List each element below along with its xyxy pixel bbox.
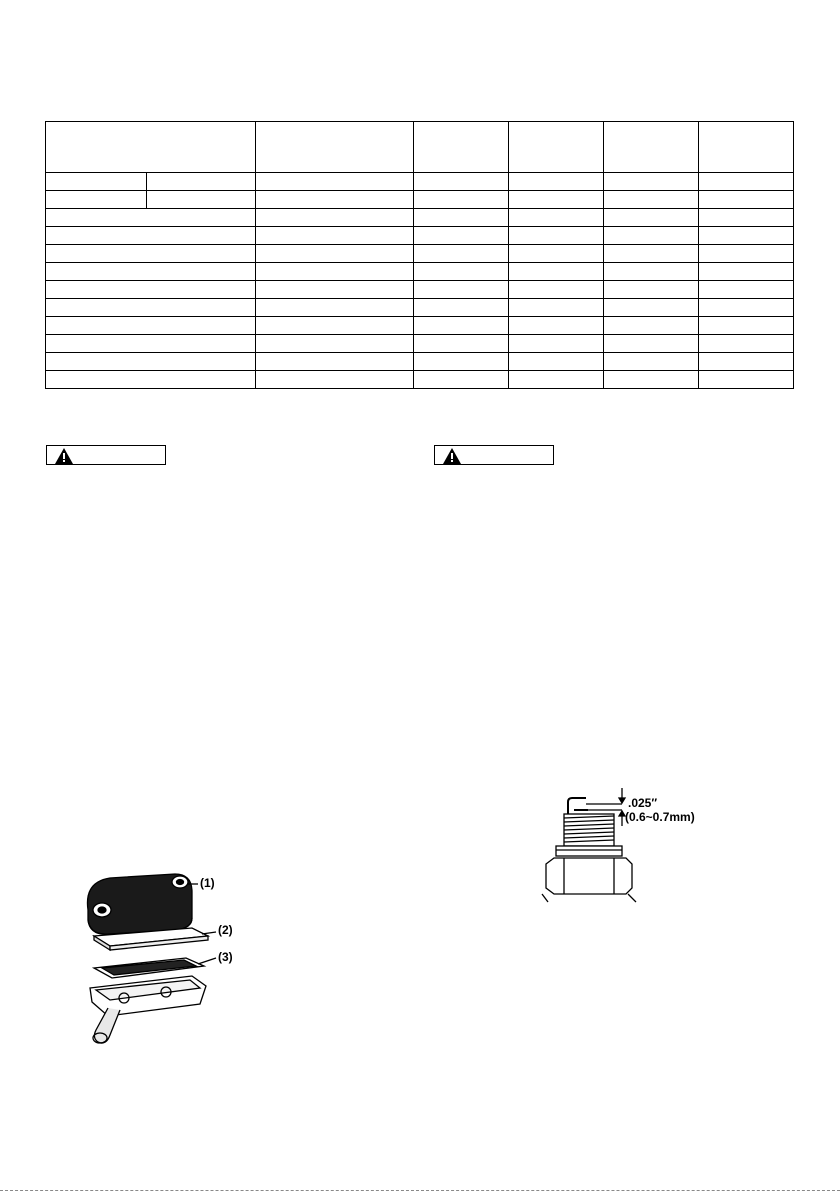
warning-triangle-icon [443,448,461,464]
table-cell [46,245,256,263]
table-cell [604,227,699,245]
table-cell [46,353,256,371]
table-cell [699,245,794,263]
spark-plug-illustration [528,782,718,904]
table-cell [604,245,699,263]
table-cell [604,209,699,227]
warning-triangle-icon [55,448,73,464]
table-cell [46,209,256,227]
table-cell [699,263,794,281]
table-cell [699,317,794,335]
maintenance-schedule-table [45,121,794,389]
table-row [46,227,794,245]
table-row [46,245,794,263]
table-cell [699,353,794,371]
table-cell [256,173,414,191]
table-header-cell [414,122,509,173]
table-row [46,173,794,191]
table-cell [256,263,414,281]
table-cell [256,245,414,263]
table-cell [509,353,604,371]
table-cell [46,299,256,317]
table-cell [256,281,414,299]
air-filter-exploded-diagram [80,870,260,1055]
table-cell [256,299,414,317]
table-header-cell [509,122,604,173]
table-row [46,281,794,299]
table-cell [414,335,509,353]
table-cell [509,263,604,281]
air-filter-illustration [80,870,260,1055]
table-header-cell [699,122,794,173]
table-cell [46,371,256,389]
table-cell [46,263,256,281]
table-cell [604,353,699,371]
table-header-cell [256,122,414,173]
table-cell [604,371,699,389]
table-cell [509,281,604,299]
table-row [46,191,794,209]
table-header-row [46,122,794,173]
table-row [46,353,794,371]
table-cell [414,353,509,371]
table-cell [46,191,147,209]
table-cell [604,263,699,281]
gap-inches-label: .025″ [628,796,658,810]
table-cell [256,227,414,245]
table-cell [509,191,604,209]
table-cell [604,317,699,335]
table-cell [699,209,794,227]
table-cell [256,335,414,353]
table-cell [46,335,256,353]
table-cell [256,353,414,371]
table-cell [46,281,256,299]
table-header-cell [604,122,699,173]
table-cell [414,299,509,317]
table-cell [509,173,604,191]
table-cell [46,173,147,191]
table-cell [604,191,699,209]
table-cell [46,317,256,335]
table-cell [414,317,509,335]
table-cell [147,191,256,209]
table-cell [414,173,509,191]
table-cell [604,335,699,353]
table-cell [604,299,699,317]
table-row [46,263,794,281]
table-header-cell [46,122,256,173]
table-cell [509,371,604,389]
table-cell [414,371,509,389]
table-row [46,335,794,353]
table-cell [699,281,794,299]
table-cell [509,227,604,245]
table-cell [414,263,509,281]
table-cell [414,281,509,299]
table-cell [509,317,604,335]
table-cell [414,191,509,209]
warning-box-left [46,445,166,465]
gap-mm-label: (0.6~0.7mm) [625,810,695,824]
table-cell [256,209,414,227]
table-cell [414,245,509,263]
table-cell [509,209,604,227]
table-cell [414,227,509,245]
table-row [46,209,794,227]
table-cell [699,191,794,209]
table-cell [699,371,794,389]
table-cell [604,173,699,191]
table-cell [147,173,256,191]
table-cell [256,371,414,389]
table-cell [509,299,604,317]
table-cell [509,335,604,353]
table-cell [699,335,794,353]
table-row [46,371,794,389]
table-cell [699,227,794,245]
table-row [46,317,794,335]
table-cell [699,299,794,317]
table-cell [256,317,414,335]
air-filter-callout-3: (3) [218,950,233,964]
table-cell [604,281,699,299]
spark-plug-gap-diagram [528,782,718,904]
air-filter-callout-2: (2) [218,923,233,937]
table-row [46,299,794,317]
table-cell [699,173,794,191]
warning-box-right [434,445,554,465]
air-filter-callout-1: (1) [200,876,215,890]
page-bottom-rule [0,1190,840,1191]
table-cell [46,227,256,245]
table-cell [256,191,414,209]
table-cell [509,245,604,263]
table-cell [414,209,509,227]
